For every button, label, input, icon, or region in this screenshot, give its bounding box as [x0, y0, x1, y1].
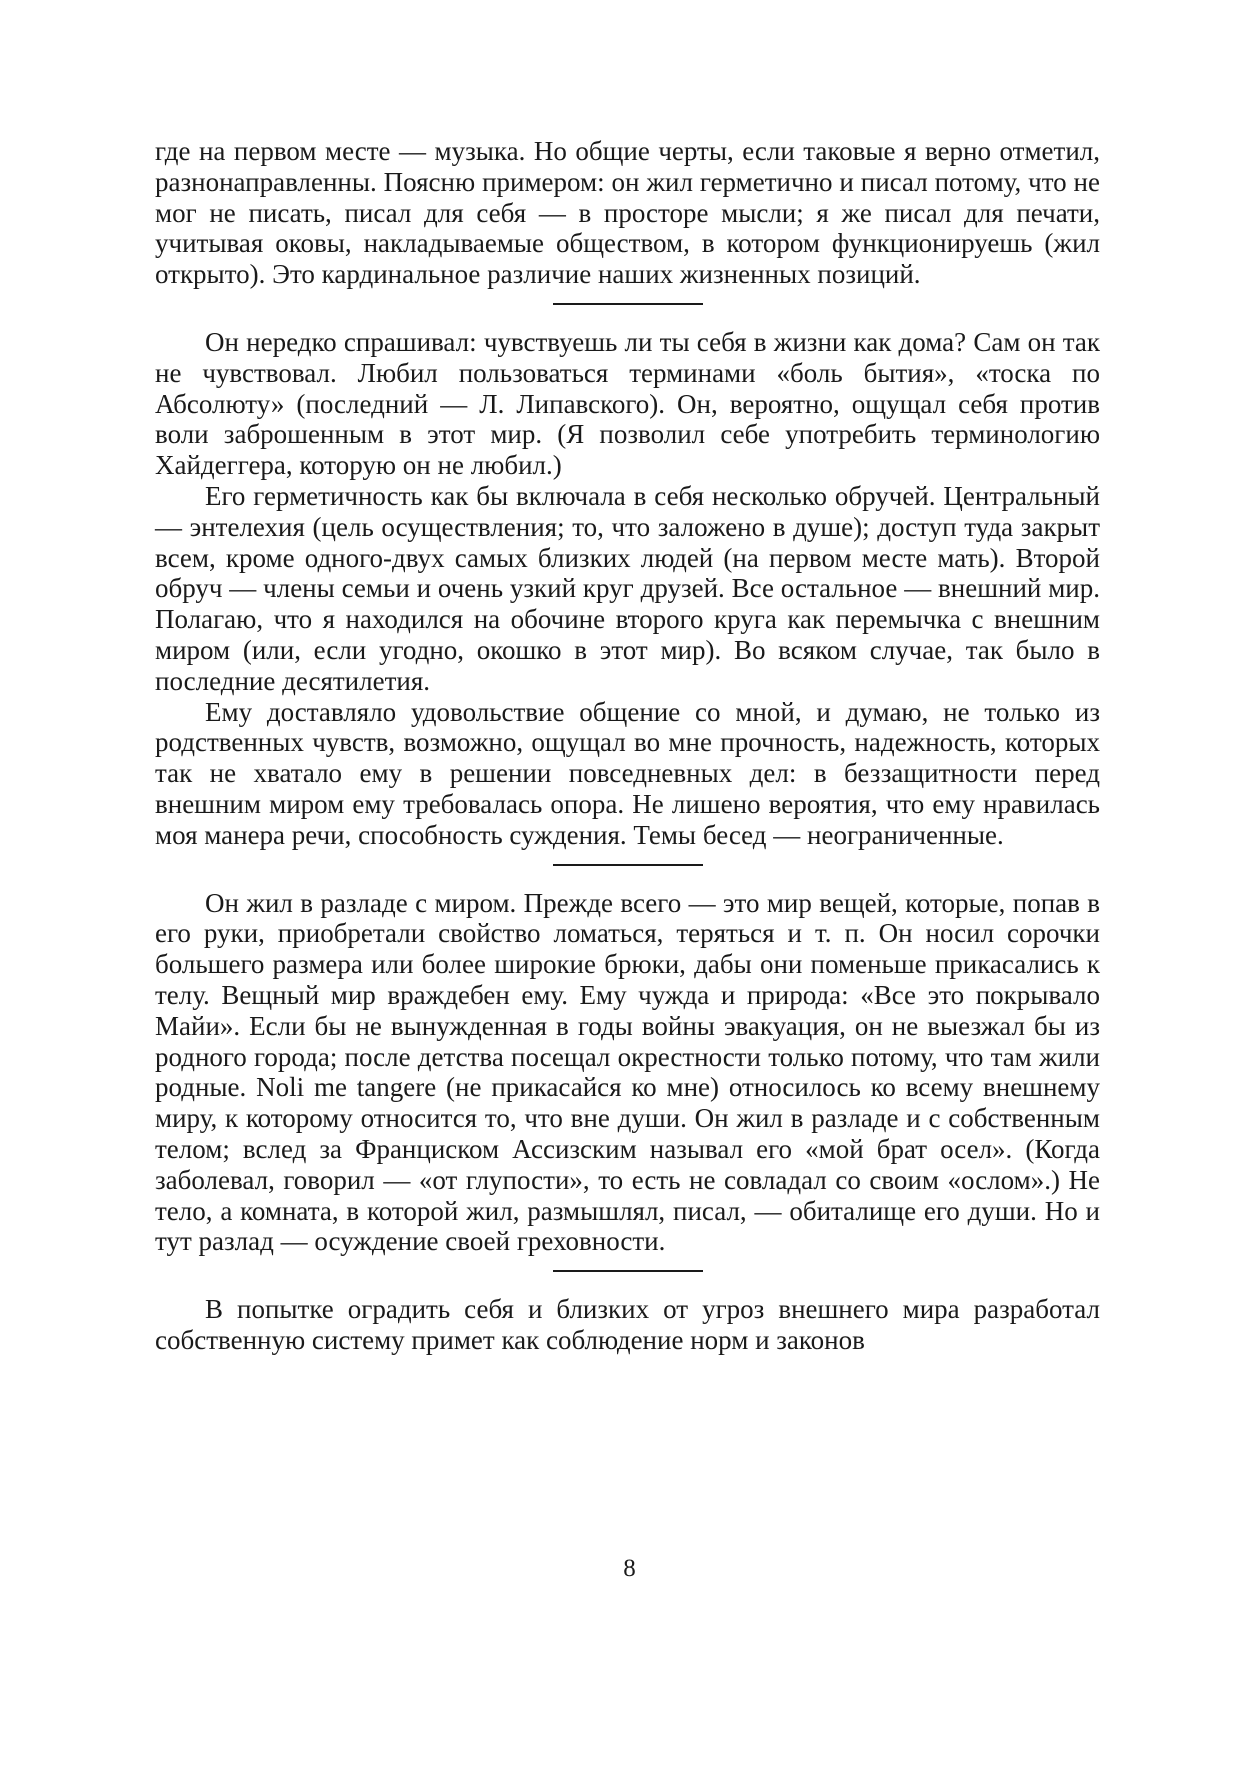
page-number: 8 [623, 1555, 636, 1582]
paragraph: Он жил в разладе с миром. Прежде всего — это мир вещей, которые, попав в его руки, приобретали свойство ломаться, теряться и т. п. Он носил сорочки большего размера или более широкие брюки, дабы они поменьше прикасались к телу. Вещный мир враждебен ему. Ему чужда и природа: «Все это покрывало Майи». Если бы не вынужденная в годы войны эвакуация, он не выезжал бы из родного города; после детства посещал окрестности только потому, что там жили родные. Noli me tangere (не прикасайся ко мне) относилось ко всему внешнему миру, к которому относится то, что вне души. Он жил в разладе и с собственным телом; вслед за Франциском Ассизским называл его «мой брат осел». (Когда заболевал, говорил — «от глупости», то есть не совладал со своим «ослом».) Не тело, а комната, в которой жил, размышлял, писал, — обиталище его души. Но и тут разлад — осуждение своей греховности. [155, 887, 1100, 1257]
paragraph: где на первом месте — музыка. Но общие черты, если таковые я верно отметил, разнонаправленны. Поясню примером: он жил герметично и писал потому, что не мог не писать, писал для себя — в просторе мысли; я же писал для печати, учитывая оковы, накладываемые обществом, в котором функционируешь (жил открыто). Это кардинальное различие наших жизненных позиций. [155, 136, 1100, 290]
section-separator [553, 303, 703, 305]
paragraph: Его герметичность как бы включала в себя несколько обручей. Центральный — энтелехия (цель осуществления; то, что заложено в душе); доступ туда закрыт всем, кроме одного-двух самых близких людей (на первом месте мать). Второй обруч — члены семьи и очень узкий круг друзей. Все остальное — внешний мир. Полагаю, что я находился на обочине второго круга как перемычка с внешним миром (или, если угодно, окошко в этот мир). Во всяком случае, так было в последние десятилетия. [155, 480, 1100, 696]
paragraph: В попытке оградить себя и близких от угроз внешнего мира разработал собственную систему примет как соблюдение норм и законов [155, 1294, 1100, 1355]
paragraph: Он нередко спрашивал: чувствуешь ли ты себя в жизни как дома? Сам он так не чувствовал. Любил пользоваться терминами «боль бытия», «тоска по Абсолюту» (последний — Л. Липавского). Он, вероятно, ощущал себя против воли заброшенным в этот мир. (Я позволил себе употребить терминологию Хайдеггера, которую он не любил.) [155, 326, 1100, 481]
paragraph: Ему доставляло удовольствие общение со мной, и думаю, не только из родственных чувств, возможно, ощущал во мне прочность, надежность, которых так не хватало ему в решении повседневных дел: в беззащитности перед внешним миром ему требовалась опора. Не лишено вероятия, что ему нравилась моя манера речи, способность суждения. Темы бесед — неограниченные. [155, 696, 1100, 850]
page-body [155, 136, 1100, 1356]
section-separator [553, 1270, 703, 1272]
section-separator [553, 864, 703, 866]
